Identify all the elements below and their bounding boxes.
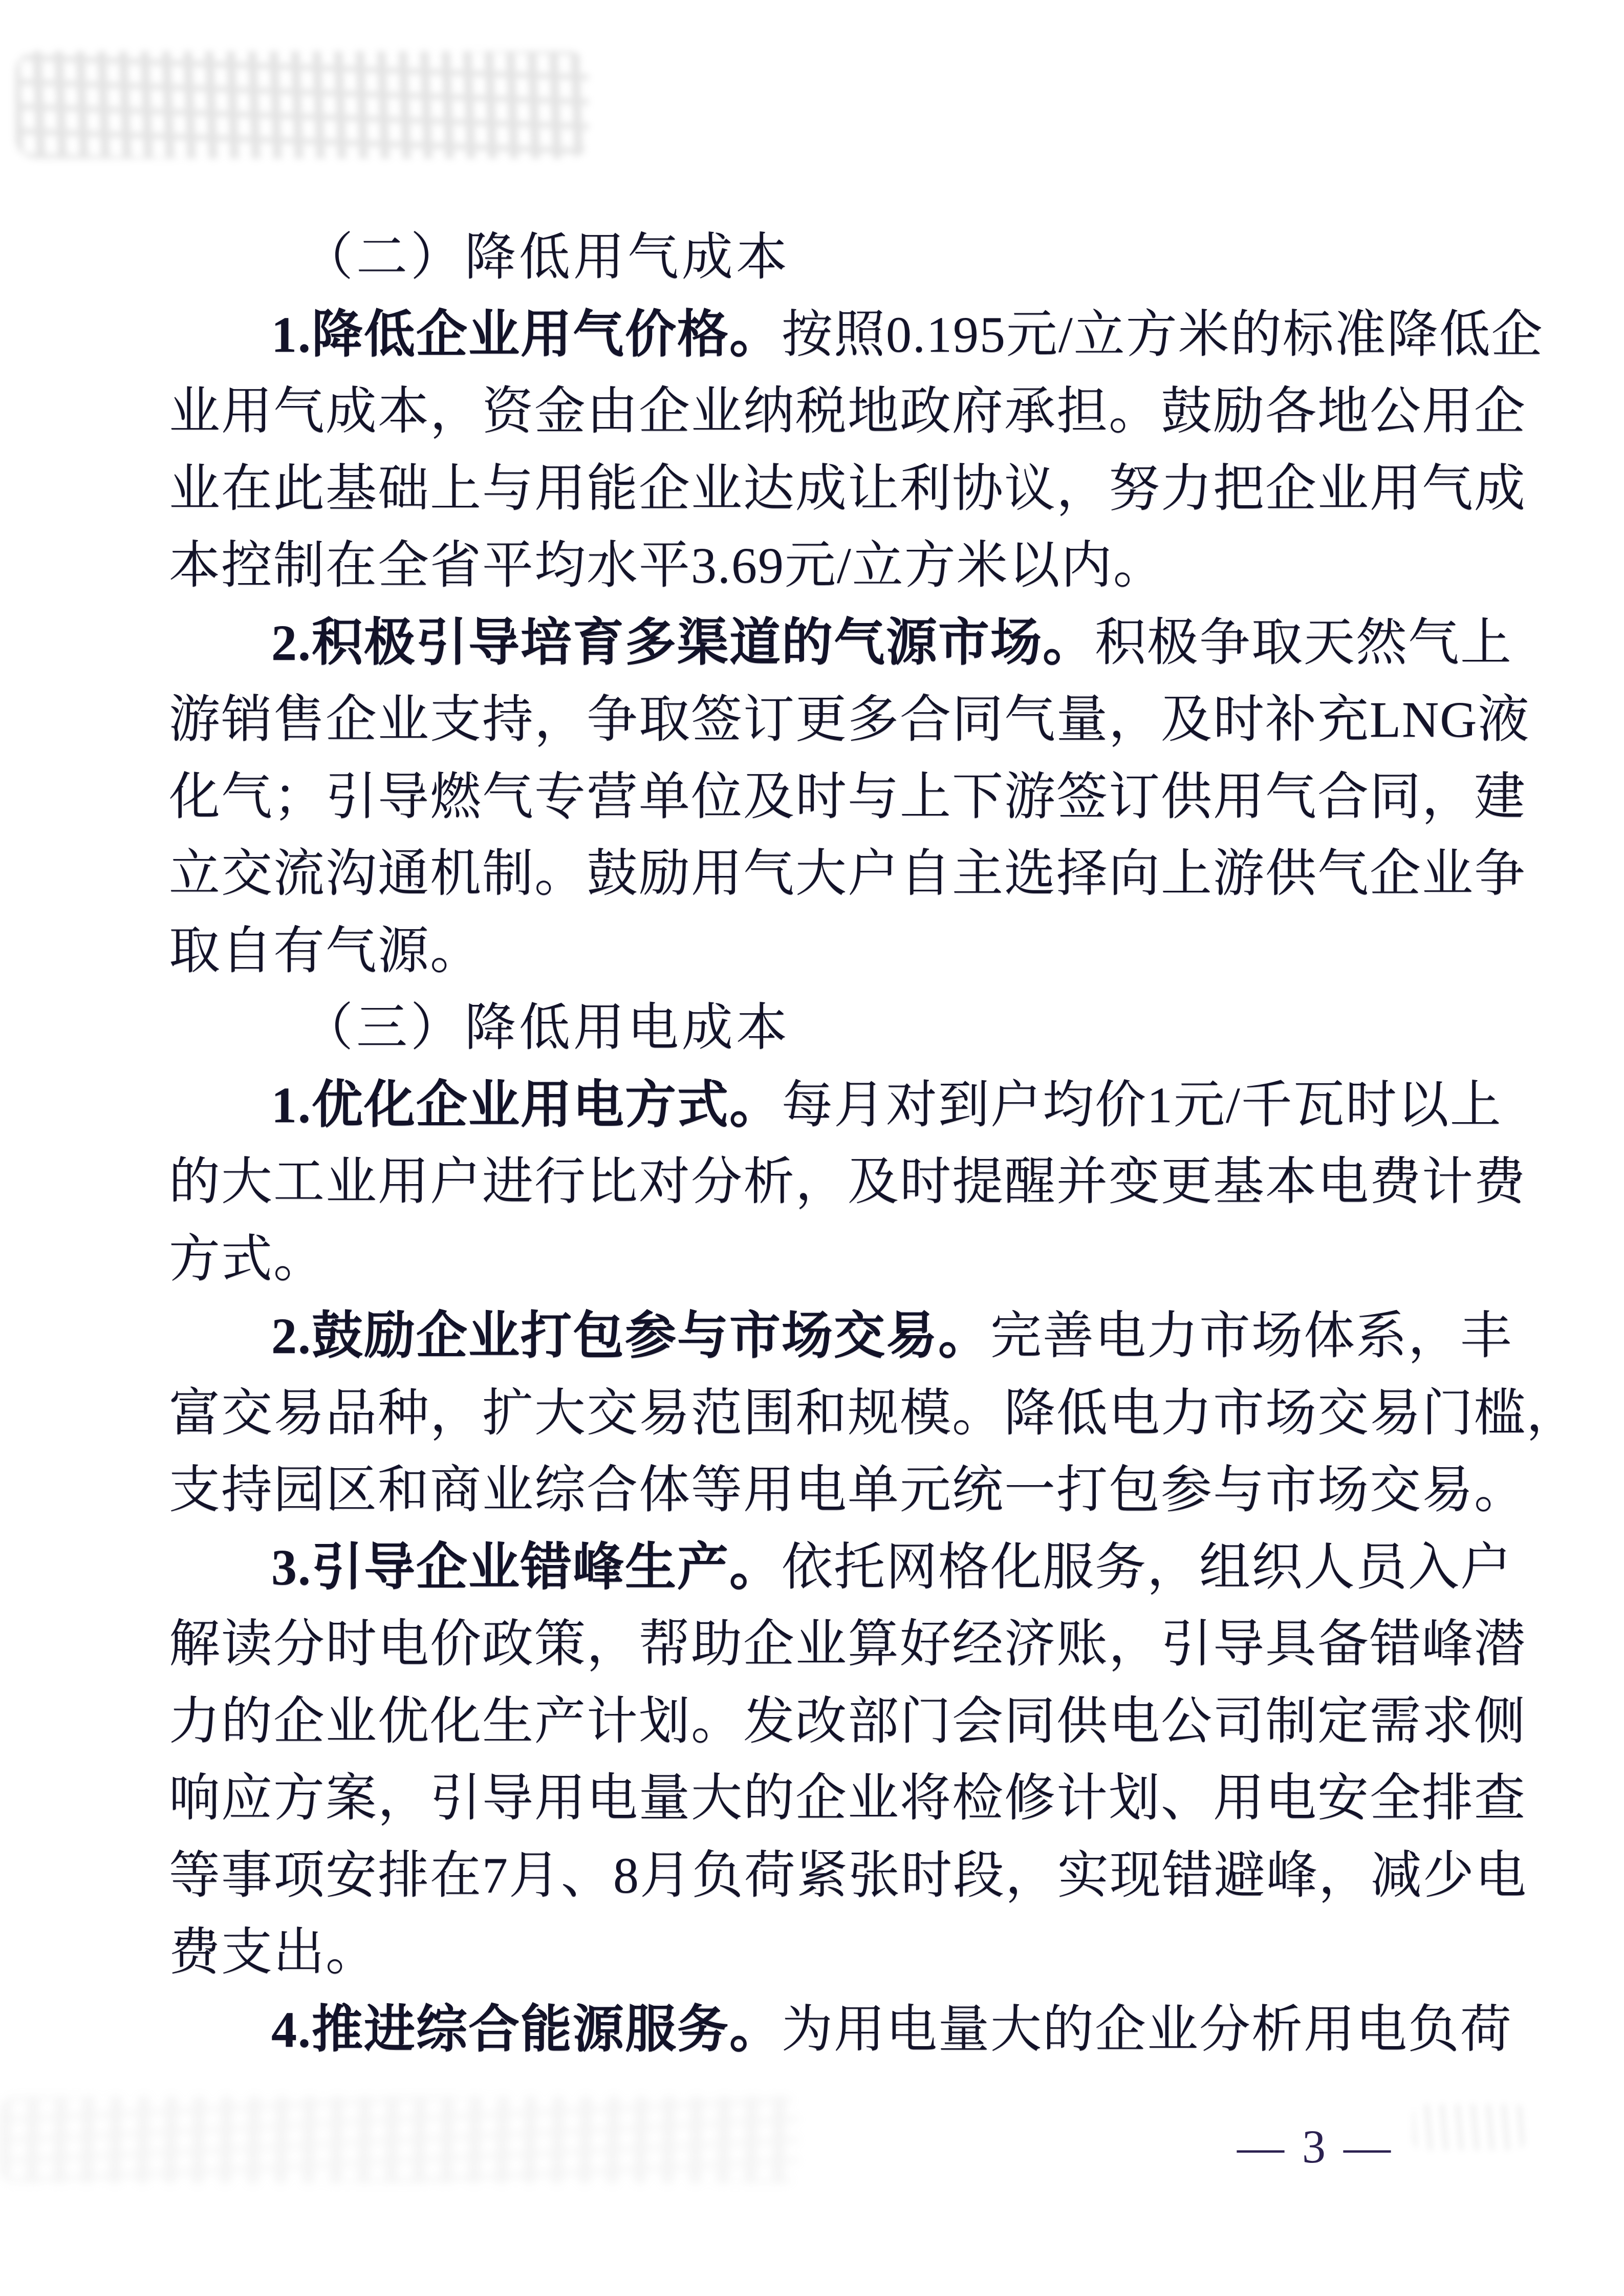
text-segment: 业用气成本，资金由企业纳税地政府承担。鼓励各地公用企: [169, 383, 1526, 440]
text-segment: 解读分时电价政策，帮助企业算好经济账，引导具备错峰潜: [169, 1616, 1526, 1672]
text-line: [271, 1072, 1502, 1139]
text-segment: 游销售企业支持，争取签订更多合同气量，及时补充LNG液: [169, 691, 1530, 748]
text-segment: 为用电量大的企业分析用电负荷: [782, 2001, 1512, 2058]
text-line: [169, 1226, 326, 1293]
text-line: [169, 378, 1526, 445]
text-segment: 本控制在全省平均水平3.69元/立方米以内。: [169, 537, 1165, 594]
text-line: [169, 764, 1526, 830]
text-segment: 化气；引导燃气专营单位及时与上下游签订供用气合同，建: [169, 768, 1526, 825]
text-segment: 积极争取天然气上: [1095, 614, 1512, 671]
text-line: [271, 302, 1544, 368]
text-line: [169, 1688, 1526, 1755]
text-segment: （二）降低用气成本: [302, 229, 790, 286]
text-segment: 依托网格化服务，组织人员入户: [782, 1539, 1512, 1596]
text-line: [169, 1611, 1526, 1678]
text-segment: 富交易品种，扩大交易范围和规模。降低电力市场交易门槛，: [169, 1385, 1578, 1442]
text-line: [169, 1765, 1526, 1832]
text-segment: 取自有气源。: [169, 922, 482, 979]
text-line: [169, 1380, 1578, 1447]
text-line: [271, 610, 1512, 676]
section-heading: [302, 224, 790, 291]
section-heading: [302, 995, 790, 1061]
text-segment: 每月对到户均价1元/千瓦时以上: [782, 1077, 1502, 1133]
text-line: [169, 1919, 378, 1986]
text-segment: （三）降低用电成本: [302, 999, 790, 1056]
text-segment: 等事项安排在7月、8月负荷紧张时段，实现错避峰，减少电: [169, 1847, 1527, 1904]
text-segment: 支持园区和商业综合体等用电单元统一打包参与市场交易。: [169, 1462, 1526, 1518]
text-segment: 完善电力市场体系，丰: [990, 1307, 1512, 1364]
paragraph-lead-text: 2.积极引导培育多渠道的气源市场。: [271, 614, 1095, 671]
text-line: [169, 1457, 1526, 1523]
text-line: [271, 1534, 1512, 1601]
paragraph-lead-text: 1.优化企业用电方式。: [271, 1077, 782, 1133]
paragraph-lead-text: 2.鼓励企业打包参与市场交易。: [271, 1307, 990, 1364]
text-segment: 按照0.195元/立方米的标准降低企: [782, 306, 1544, 363]
paragraph-lead-text: 4.推进综合能源服务。: [271, 2001, 782, 2058]
text-line: [169, 841, 1526, 907]
text-line: [271, 1997, 1512, 2063]
text-line: [271, 1303, 1512, 1369]
text-line: [169, 686, 1530, 753]
text-segment: 费支出。: [169, 1924, 378, 1981]
text-segment: 响应方案，引导用电量大的企业将检修计划、用电安全排查: [169, 1770, 1526, 1827]
paragraph-lead-text: 1.降低企业用气价格。: [271, 306, 782, 363]
text-segment: 力的企业优化生产计划。发改部门会同供电公司制定需求侧: [169, 1693, 1526, 1750]
text-segment: 方式。: [169, 1231, 326, 1288]
text-segment: 的大工业用户进行比对分析，及时提醒并变更基本电费计费: [169, 1153, 1526, 1210]
text-line: [169, 1149, 1526, 1215]
paragraph-lead-text: 3.引导企业错峰生产。: [271, 1539, 782, 1596]
text-segment: 立交流沟通机制。鼓励用气大户自主选择向上游供气企业争: [169, 845, 1526, 902]
text-line: [169, 532, 1165, 599]
text-line: [169, 1842, 1527, 1909]
page-number: — 3 —: [1237, 2120, 1394, 2173]
text-line: [169, 918, 482, 984]
text-line: [169, 456, 1526, 522]
text-segment: 业在此基础上与用能企业达成让利协议，努力把企业用气成: [169, 460, 1526, 517]
